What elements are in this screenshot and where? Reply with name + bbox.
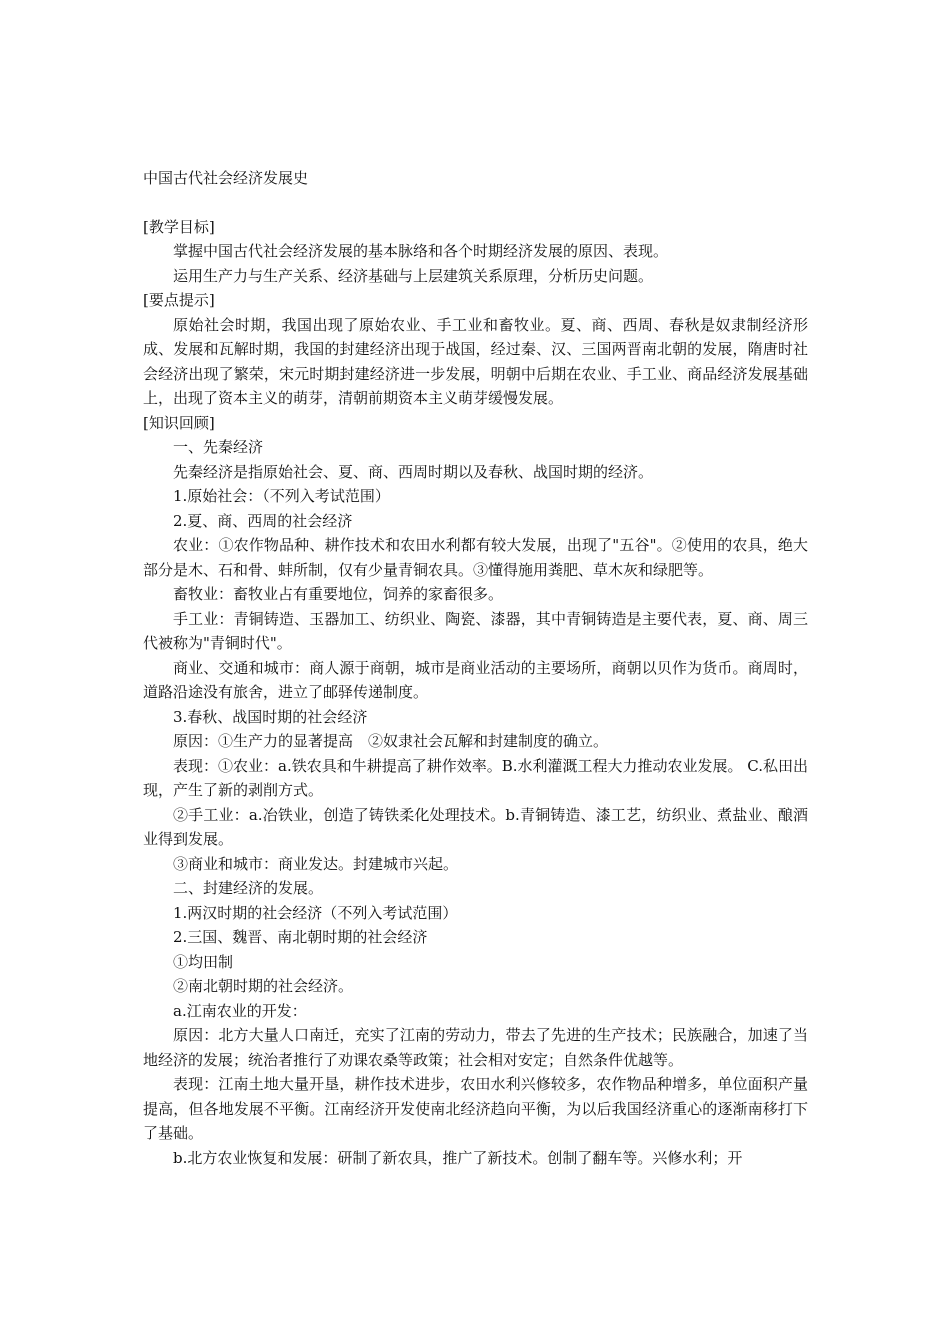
- paragraph: 表现：江南土地大量开垦，耕作技术进步，农田水利兴修较多，农作物品种增多，单位面积产量提高，但各地发展不平衡。江南经济开发使南北经济趋向平衡，为以后我国经济重心的逐渐南移打下了基础。: [143, 1075, 808, 1142]
- paragraph: 掌握中国古代社会经济发展的基本脉络和各个时期经济发展的原因、表现。: [173, 242, 669, 260]
- section-tag-review: [知识回顾]: [143, 413, 215, 432]
- paragraph: 农业：①农作物品种、耕作技术和农田水利都有较大发展，出现了"五谷"。②使用的农具，绝大部分是木、石和骨、蚌所制，仅有少量青铜农具。③懂得施用粪肥、草木灰和绿肥等。: [143, 536, 808, 579]
- section-tag-teaching-goals: [教学目标]: [143, 217, 215, 236]
- subheading: 1.原始社会：（不列入考试范围）: [173, 487, 390, 505]
- section-heading: 一、先秦经济: [173, 438, 264, 456]
- subheading: 2.三国、魏晋、南北朝时期的社会经济: [173, 928, 428, 946]
- subheading: a.江南农业的开发：: [173, 1001, 307, 1020]
- paragraph: 商业、交通和城市：商人源于商朝，城市是商业活动的主要场所，商朝以贝作为货币。商周时，道路沿途没有旅舍，进立了邮驿传递制度。: [143, 658, 808, 701]
- paragraph: 原始社会时期，我国出现了原始农业、手工业和畜牧业。夏、商、西周、春秋是奴隶制经济形成、发展和瓦解时期，我国的封建经济出现于战国，经过秦、汉、三国两晋南北朝的发展，隋唐时社会经济出现了繁荣，宋元时期封建经济进一步发展，明朝中后期在农业、手工业、商品经济发展基础上，出现了资本主义的萌芽，清朝前期资本主义萌芽缓慢发展。: [143, 315, 808, 407]
- subheading: 2.夏、商、西周的社会经济: [173, 511, 353, 530]
- document-body: [143, 166, 808, 1170]
- paragraph: 表现：①农业：a.铁农具和牛耕提高了耕作效率。B.水利灌溉工程大力推动农业发展。 C.私田出现，产生了新的剥削方式。: [143, 756, 808, 799]
- paragraph: 手工业：青铜铸造、玉器加工、纺织业、陶瓷、漆器，其中青铜铸造是主要代表，夏、商、周三代被称为"青铜时代"。: [143, 609, 808, 652]
- paragraph: ②手工业：a.冶铁业，创造了铸铁柔化处理技术。b.青铜铸造、漆工艺，纺织业、煮盐业、酿酒业得到发展。: [143, 805, 808, 848]
- paragraph: 原因：①生产力的显著提高 ②奴隶社会瓦解和封建制度的确立。: [173, 732, 609, 750]
- list-item: ②南北朝时期的社会经济。: [173, 977, 354, 995]
- list-item: ①均田制: [173, 952, 234, 971]
- subheading: 3.春秋、战国时期的社会经济: [173, 707, 368, 726]
- section-tag-key-points: [要点提示]: [143, 291, 215, 309]
- paragraph: ③商业和城市：商业发达。封建城市兴起。: [173, 854, 459, 873]
- paragraph: 原因：北方大量人口南迁，充实了江南的劳动力，带去了先进的生产技术；民族融合，加速了当地经济的发展；统治者推行了劝课农桑等政策；社会相对安定；自然条件优越等。: [143, 1026, 808, 1069]
- paragraph: b.北方农业恢复和发展：研制了新农具，推广了新技术。创制了翻车等。兴修水利；开: [173, 1148, 743, 1167]
- subheading: 1.两汉时期的社会经济（不列入考试范围）: [173, 903, 458, 922]
- paragraph: 畜牧业：畜牧业占有重要地位，饲养的家畜很多。: [173, 585, 504, 603]
- document-title: 中国古代社会经济发展史: [143, 169, 309, 187]
- paragraph: 先秦经济是指原始社会、夏、商、西周时期以及春秋、战国时期的经济。: [173, 462, 654, 481]
- section-heading: 二、封建经济的发展。: [173, 879, 324, 897]
- paragraph: 运用生产力与生产关系、经济基础与上层建筑关系原理，分析历史问题。: [173, 266, 654, 285]
